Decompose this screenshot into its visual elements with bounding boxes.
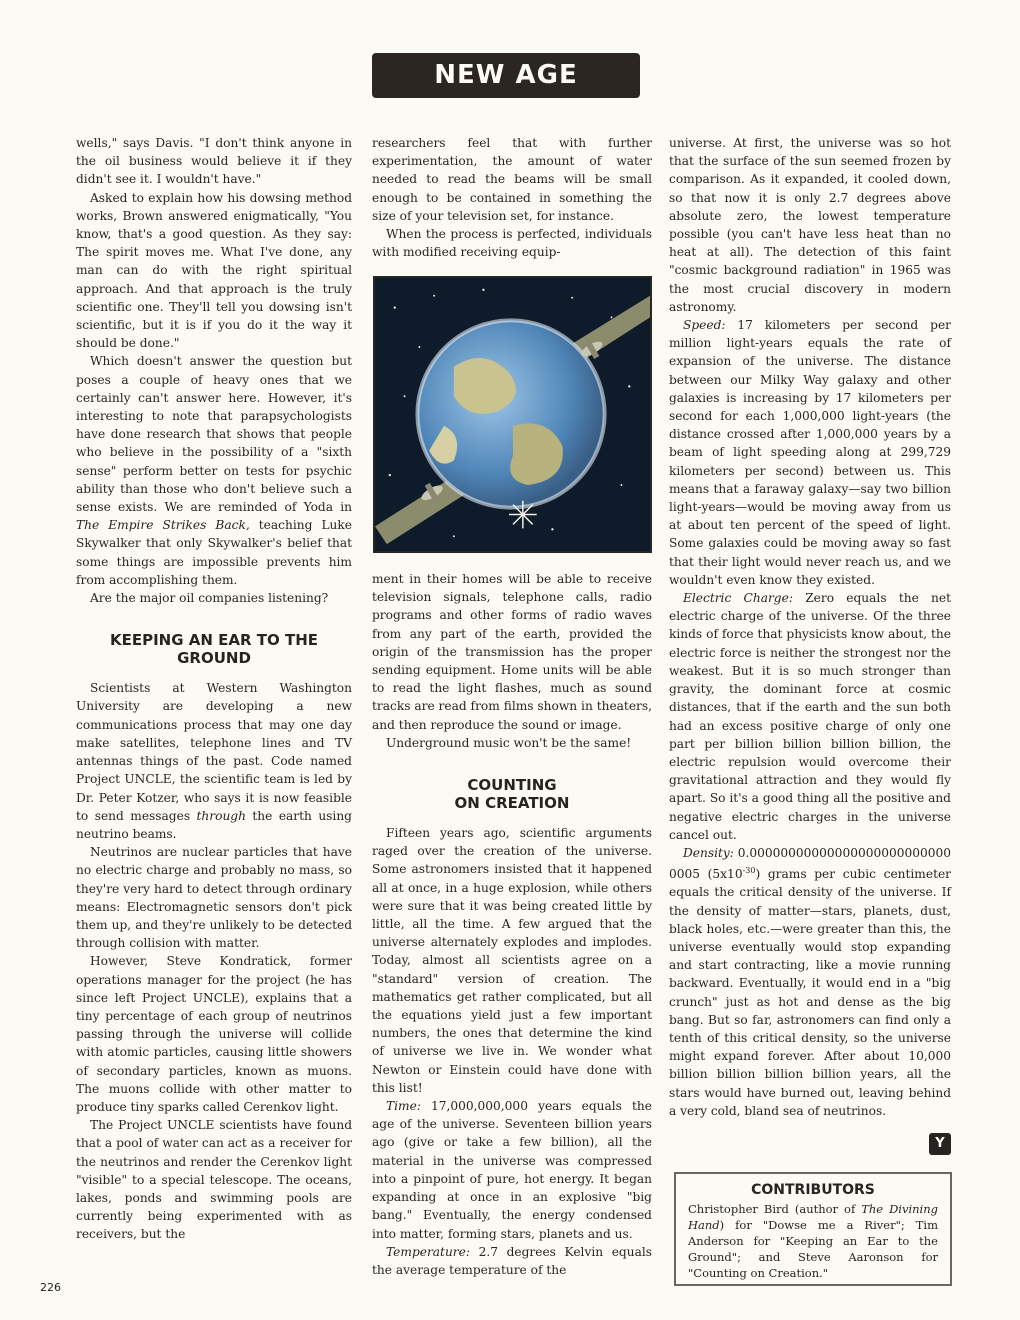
paragraph <box>372 1097 652 1243</box>
paragraph: wells," says Davis. "I don't think anyone in the oil business would believe it if they didn't see it. I wouldn't have." <box>76 136 352 187</box>
paragraph: ment in their homes will be able to receive television signals, telephone calls, radio programs and other forms of radio waves from any part of the earth, provided the origin of the transmission has the proper sending equipment. Home units will be able to read the light flashes, much as sound tracks are read from films shown in theaters, and then reproduce the sound or image. <box>372 572 652 732</box>
exponent: -30 <box>742 866 756 876</box>
paragraph: The Project UNCLE scientists have found that a pool of water can act as a receiver for the neutrinos and render the Cerenkov light "visible" to a special telescope. The oceans, lakes, ponds and swimming pools are currently being experimented with as receivers, but the <box>76 1118 352 1242</box>
paragraph: Neutrinos are nuclear particles that have no electric charge and probably no mass, so they're very hard to detect through ordinary means: Electromagnetic sensors don't pick them up, and they're unlikely to be detected through collision with matter. <box>76 845 352 951</box>
text-run: ) for "Dowse me a River"; Tim Anderson for "Keeping an Ear to the Ground"; and Steve Aaronson for "Counting on Creation." <box>688 1218 938 1280</box>
text-run: 0.000000000000000000000000000005 (5x10 <box>669 845 951 882</box>
text-run: Scientists at Western Washington University are developing a new communications process that may one day make satellites, telephone lines and TV antennas things of the past. Code named Project UNCLE, the scientific team is led by Dr. Peter Kotzer, who says it is now feasible to send messages <box>76 681 352 823</box>
section-heading <box>76 631 352 667</box>
heading-line: GROUND <box>177 649 251 668</box>
term-label: Speed: <box>683 318 726 333</box>
text-run: Which doesn't answer the question but poses a couple of heavy ones that we certainly can't answer here. However, it's interesting to note that parapsychologists have done research that shows that people who believe in the possibility of a "sixth sense" perform better on tests for psychic ability than those who don't believe such a sense exists. We are reminded of Yoda in <box>76 354 352 515</box>
text-run: 2.7 degrees Kelvin equals the average temperature of the <box>372 1244 652 1277</box>
paragraph <box>76 352 352 589</box>
italic-title: The Empire Strikes Back, <box>76 518 250 533</box>
heading-line: KEEPING AN EAR TO THE <box>109 631 319 650</box>
column-2-top <box>372 134 652 261</box>
paragraph: Asked to explain how his dowsing method works, Brown answered enigmatically, "You know, that's a good question. As they say: The spirit moves me. What I've done, any man can do with the right spiritual approach. And that approach is the truly scientific one. They'll tell you dowsing isn't scientific, but it is if you do it the way it should be done." <box>76 190 352 351</box>
paragraph: However, Steve Kondratick, former operations manager for the project (he has since left Project UNCLE), explains that a tiny percentage of each group of neutrinos passing through the universe will collide with atomic particles, causing little showers of secondary particles, known as muons. The muons collide with other matter to produce tiny sparks called Cerenkov light. <box>76 954 352 1114</box>
italic-title: The Divining Hand <box>688 1202 938 1232</box>
paragraph: researchers feel that with further experimentation, the amount of water needed to read the beams will be small enough to be contained in something the size of your television set, for instance. <box>372 136 652 223</box>
text-run: 17 kilometers per second per million light-years equals the rate of expansion of the universe. The distance between our Milky Way galaxy and other galaxies is increasing by 17 kilometers per second for each 1,000,000 light-years (the distance crossed after 1,000,000 years by a beam of light speeding along at 299,729 kilometers per second) between us. This means that a faraway galaxy—say two billion light-years—would be moving away from us at about ten percent of the speed of light. Some galaxies could be moving away so fast that their light would never reach us, and we wouldn't even know they existed. <box>669 318 951 587</box>
column-2-bottom <box>372 570 652 1279</box>
paragraph: universe. At first, the universe was so hot that the surface of the sun seemed frozen by comparison. As it expanded, it cooled down, so that now it is only 2.7 degrees above absolute zero, the lowest temperature possible (you can't have less heat than no heat at all). The detection of this faint "cosmic background radiation" in 1965 was the most crucial discovery in modern astronomy. <box>669 136 951 314</box>
heading-line: ON CREATION <box>454 794 570 813</box>
text-run: the earth using neutrino beams. <box>76 808 352 841</box>
term-label: Density: <box>683 845 734 860</box>
term-label: Electric Charge: <box>683 591 793 606</box>
text-run: teaching Luke Skywalker that only Skywalker's belief that some things are impossible prevents him from accomplishing them. <box>76 518 352 587</box>
paragraph: When the process is perfected, individuals with modified receiving equip- <box>372 227 652 260</box>
earth-illustration <box>373 276 652 553</box>
text-run: Zero equals the net electric charge of the universe. Of the three kinds of force that physicists know about, the electric force is neither the strongest nor the weakest. But it is so much stronger than gravity, the dominant force at cosmic distances, that if the earth and the sun both had an excess positive charge of only one part per billion billion billion billion, the electric repulsion would overcome their gravitational attraction and they would fly apart. So it's a good thing all the positive and negative electric charges in the universe cancel out. <box>669 591 952 842</box>
contributors-box <box>674 1172 952 1286</box>
end-mark-icon: Y <box>929 1133 951 1155</box>
paragraph: Underground music won't be the same! <box>386 735 632 750</box>
term-label: Temperature: <box>386 1244 470 1259</box>
text-run: ) grams per cubic centimeter equals the critical density of the universe. If the density of matter—stars, planets, dust, black holes, etc.—were greater than this, the universe eventually would stop expanding and start contracting, like a movie running backward. Eventually, it would end in a "big crunch" just as hot and dense as the big bang. But so far, astronomers can find only a tenth of this critical density, so the universe might expand forever. After about 10,000 billion billion billion billion years, all the stars would have burned out, leaving behind a very cold, bland sea of neutrinos. <box>669 867 952 1118</box>
paragraph <box>669 316 951 589</box>
section-heading <box>372 776 652 812</box>
column-3 <box>669 134 951 1120</box>
text-run: 17,000,000,000 years equals the age of the universe. Seventeen billion years ago (give or take a few billion), all the material in the universe was compressed into a pinpoint of pure, hot energy. It began expanding at once in an explosive "big bang." Eventually, the energy condensed into matter, forming stars, planets and us. <box>372 1099 652 1241</box>
heading-line: COUNTING <box>467 776 557 795</box>
page-number: 226 <box>40 1281 61 1294</box>
italic-word: through <box>196 808 246 823</box>
text-run: Christopher Bird (author of <box>688 1202 862 1216</box>
earth-satellite-drawing <box>375 278 650 551</box>
term-label: Time: <box>386 1099 421 1114</box>
paragraph: Fifteen years ago, scientific arguments raged over the creation of the universe. Some astronomers insisted that it happened all at once, in a huge explosion, while others were sure that it was being created little by little, all the time. A few argued that the universe alternately explodes and implodes. Today, almost all scientists agree on a "standard" version of creation. The mathematics get rather complicated, but all the equations yield just a few important numbers, the ones that determine the kind of universe we live in. We wonder what Newton or Einstein could have done with this list! <box>372 826 652 1095</box>
column-1 <box>76 134 352 1244</box>
contributors-title: CONTRIBUTORS <box>751 1182 875 1198</box>
paragraph <box>76 679 352 843</box>
paragraph <box>669 844 951 1120</box>
section-banner: NEW AGE PRIMER <box>372 53 640 98</box>
paragraph <box>372 1243 652 1279</box>
contributors-text <box>688 1201 938 1281</box>
paragraph <box>669 589 951 844</box>
paragraph: Are the major oil companies listening? <box>90 591 329 606</box>
